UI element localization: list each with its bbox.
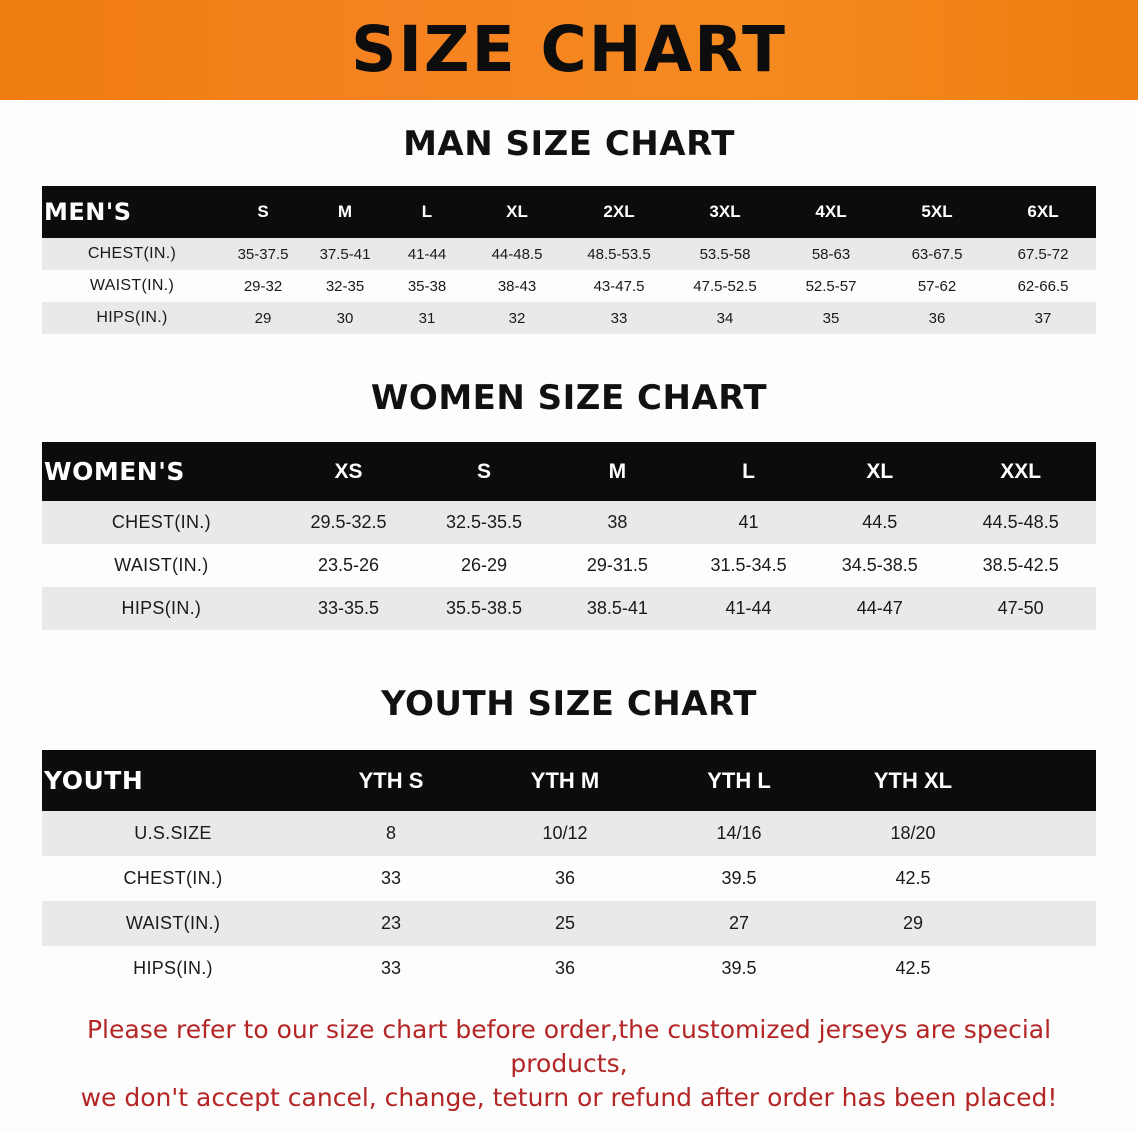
women-waist-xl: 34.5-38.5 (841, 555, 918, 575)
men-header-cell-1: S (257, 202, 269, 221)
men-hips-m: 30 (336, 309, 354, 327)
men-waist-s: 29-32 (243, 277, 283, 295)
women-row-label-chest: CHEST(IN.) (111, 512, 211, 532)
women-row-label-hips: HIPS(IN.) (121, 598, 202, 618)
women-chest-m: 38 (607, 512, 628, 532)
men-header-cell-7: 4XL (815, 202, 847, 221)
youth-ussize-l: 14/16 (716, 823, 762, 843)
women-chest-l: 41 (738, 512, 759, 532)
women-chest-xs: 29.5-32.5 (310, 512, 387, 532)
men-chest-2xl: 48.5-53.5 (587, 245, 651, 263)
policy-note (42, 1013, 1096, 1114)
men-hips-s: 29 (254, 309, 272, 327)
women-header-cell-5: XL (866, 459, 894, 483)
women-header-cell-1: XS (334, 459, 363, 483)
men-hips-4xl: 35 (822, 309, 840, 327)
table-row (42, 238, 1096, 270)
youth-row-spacer (1000, 946, 1096, 991)
youth-header-cell-4: YTH XL (873, 767, 953, 793)
women-header-cell-6: XXL (1000, 459, 1042, 483)
youth-hips-s: 33 (380, 958, 402, 978)
men-chest-4xl: 58-63 (811, 245, 851, 263)
men-row-label-hips: HIPS(IN.) (96, 309, 168, 326)
men-waist-6xl: 62-66.5 (1017, 277, 1069, 295)
men-chest-l: 41-44 (407, 245, 447, 263)
youth-header-cell-3: YTH L (707, 767, 771, 793)
policy-note-line-2: we don't accept cancel, change, teturn or refund after order has been placed! (80, 1082, 1058, 1112)
women-waist-xs: 23.5-26 (317, 555, 380, 575)
men-chest-m: 37.5-41 (319, 245, 371, 263)
men-hips-l: 31 (418, 309, 436, 327)
youth-row-spacer (1000, 811, 1096, 856)
men-header-cell-0: MEN'S (44, 198, 132, 226)
women-waist-m: 29-31.5 (586, 555, 648, 575)
table-row (42, 544, 1096, 587)
men-waist-2xl: 43-47.5 (593, 277, 645, 295)
men-waist-m: 32-35 (325, 277, 365, 295)
youth-header-row (42, 750, 1096, 811)
women-chest-xl: 44.5 (862, 512, 898, 532)
women-header-cell-3: M (608, 459, 627, 483)
women-hips-l: 41-44 (725, 598, 772, 618)
women-hips-s: 35.5-38.5 (445, 598, 523, 618)
women-header-cell-0: WOMEN'S (44, 457, 185, 486)
youth-row-label-chest: CHEST(IN.) (123, 868, 223, 888)
youth-size-table (42, 750, 1096, 991)
youth-header-cell-2: YTH M (530, 767, 600, 793)
youth-ussize-m: 10/12 (542, 823, 588, 843)
men-waist-xl: 38-43 (497, 277, 537, 295)
youth-ussize-s: 8 (385, 823, 396, 843)
youth-header-spacer (1000, 750, 1096, 811)
youth-row-spacer (1000, 901, 1096, 946)
women-waist-l: 31.5-34.5 (710, 555, 787, 575)
women-hips-xs: 33-35.5 (317, 598, 380, 618)
women-row-label-waist: WAIST(IN.) (114, 555, 209, 575)
table-row (42, 901, 1096, 946)
women-waist-xxl: 38.5-42.5 (982, 555, 1059, 575)
men-header-cell-3: L (421, 202, 433, 221)
youth-section-title: YOUTH SIZE CHART (381, 684, 757, 724)
youth-header-cell-0: YOUTH (44, 766, 144, 795)
youth-row-spacer (1000, 856, 1096, 901)
men-row-label-chest: CHEST(IN.) (87, 245, 177, 262)
men-hips-xl: 32 (508, 309, 526, 327)
youth-waist-xl: 29 (902, 913, 924, 933)
men-waist-3xl: 47.5-52.5 (693, 277, 757, 295)
women-header-cell-4: L (742, 459, 755, 483)
youth-hips-m: 36 (554, 958, 576, 978)
table-row (42, 302, 1096, 334)
table-row (42, 856, 1096, 901)
men-chest-5xl: 63-67.5 (911, 245, 963, 263)
men-header-row (42, 186, 1096, 238)
men-row-label-waist: WAIST(IN.) (89, 277, 175, 294)
women-chest-xxl: 44.5-48.5 (982, 512, 1059, 532)
page-banner (0, 0, 1138, 100)
table-row (42, 270, 1096, 302)
men-header-cell-6: 3XL (709, 202, 741, 221)
table-row (42, 501, 1096, 544)
men-header-cell-2: M (337, 202, 353, 221)
women-header-row (42, 442, 1096, 501)
men-hips-3xl: 34 (716, 309, 734, 327)
women-chest-s: 32.5-35.5 (445, 512, 523, 532)
women-hips-xl: 44-47 (856, 598, 903, 618)
youth-row-label-ussize: U.S.SIZE (134, 823, 212, 843)
men-header-cell-8: 5XL (921, 202, 953, 221)
youth-chest-l: 39.5 (721, 868, 757, 888)
youth-waist-s: 23 (380, 913, 402, 933)
men-size-table (42, 186, 1096, 334)
men-chest-xl: 44-48.5 (491, 245, 543, 263)
men-chest-6xl: 67.5-72 (1017, 245, 1069, 263)
men-chest-3xl: 53.5-58 (699, 245, 751, 263)
page-title: SIZE CHART (351, 12, 787, 86)
women-waist-s: 26-29 (460, 555, 508, 575)
youth-chest-s: 33 (380, 868, 402, 888)
youth-row-label-hips: HIPS(IN.) (133, 958, 213, 978)
men-hips-2xl: 33 (610, 309, 628, 327)
youth-hips-l: 39.5 (721, 958, 757, 978)
men-header-cell-4: XL (506, 202, 528, 221)
youth-chest-m: 36 (554, 868, 576, 888)
men-waist-5xl: 57-62 (917, 277, 957, 295)
men-header-cell-5: 2XL (603, 202, 635, 221)
youth-ussize-xl: 18/20 (890, 823, 936, 843)
women-header-cell-2: S (476, 459, 491, 483)
youth-row-label-waist: WAIST(IN.) (125, 913, 221, 933)
youth-hips-xl: 42.5 (895, 958, 931, 978)
men-chest-s: 35-37.5 (237, 245, 289, 263)
men-hips-6xl: 37 (1034, 309, 1052, 327)
youth-header-cell-1: YTH S (358, 767, 424, 793)
youth-chest-xl: 42.5 (895, 868, 931, 888)
women-hips-m: 38.5-41 (586, 598, 648, 618)
man-section-title: MAN SIZE CHART (403, 124, 735, 164)
table-row (42, 946, 1096, 991)
policy-note-line-1: Please refer to our size chart before order,the customized jerseys are special products, (86, 1015, 1052, 1078)
women-size-table (42, 442, 1096, 630)
men-waist-4xl: 52.5-57 (805, 277, 857, 295)
men-hips-5xl: 36 (928, 309, 946, 327)
youth-waist-l: 27 (728, 913, 750, 933)
women-section-title: WOMEN SIZE CHART (370, 378, 768, 418)
youth-waist-m: 25 (554, 913, 576, 933)
men-header-cell-9: 6XL (1027, 202, 1059, 221)
table-row (42, 587, 1096, 630)
women-hips-xxl: 47-50 (997, 598, 1044, 618)
men-waist-l: 35-38 (407, 277, 447, 295)
table-row (42, 811, 1096, 856)
